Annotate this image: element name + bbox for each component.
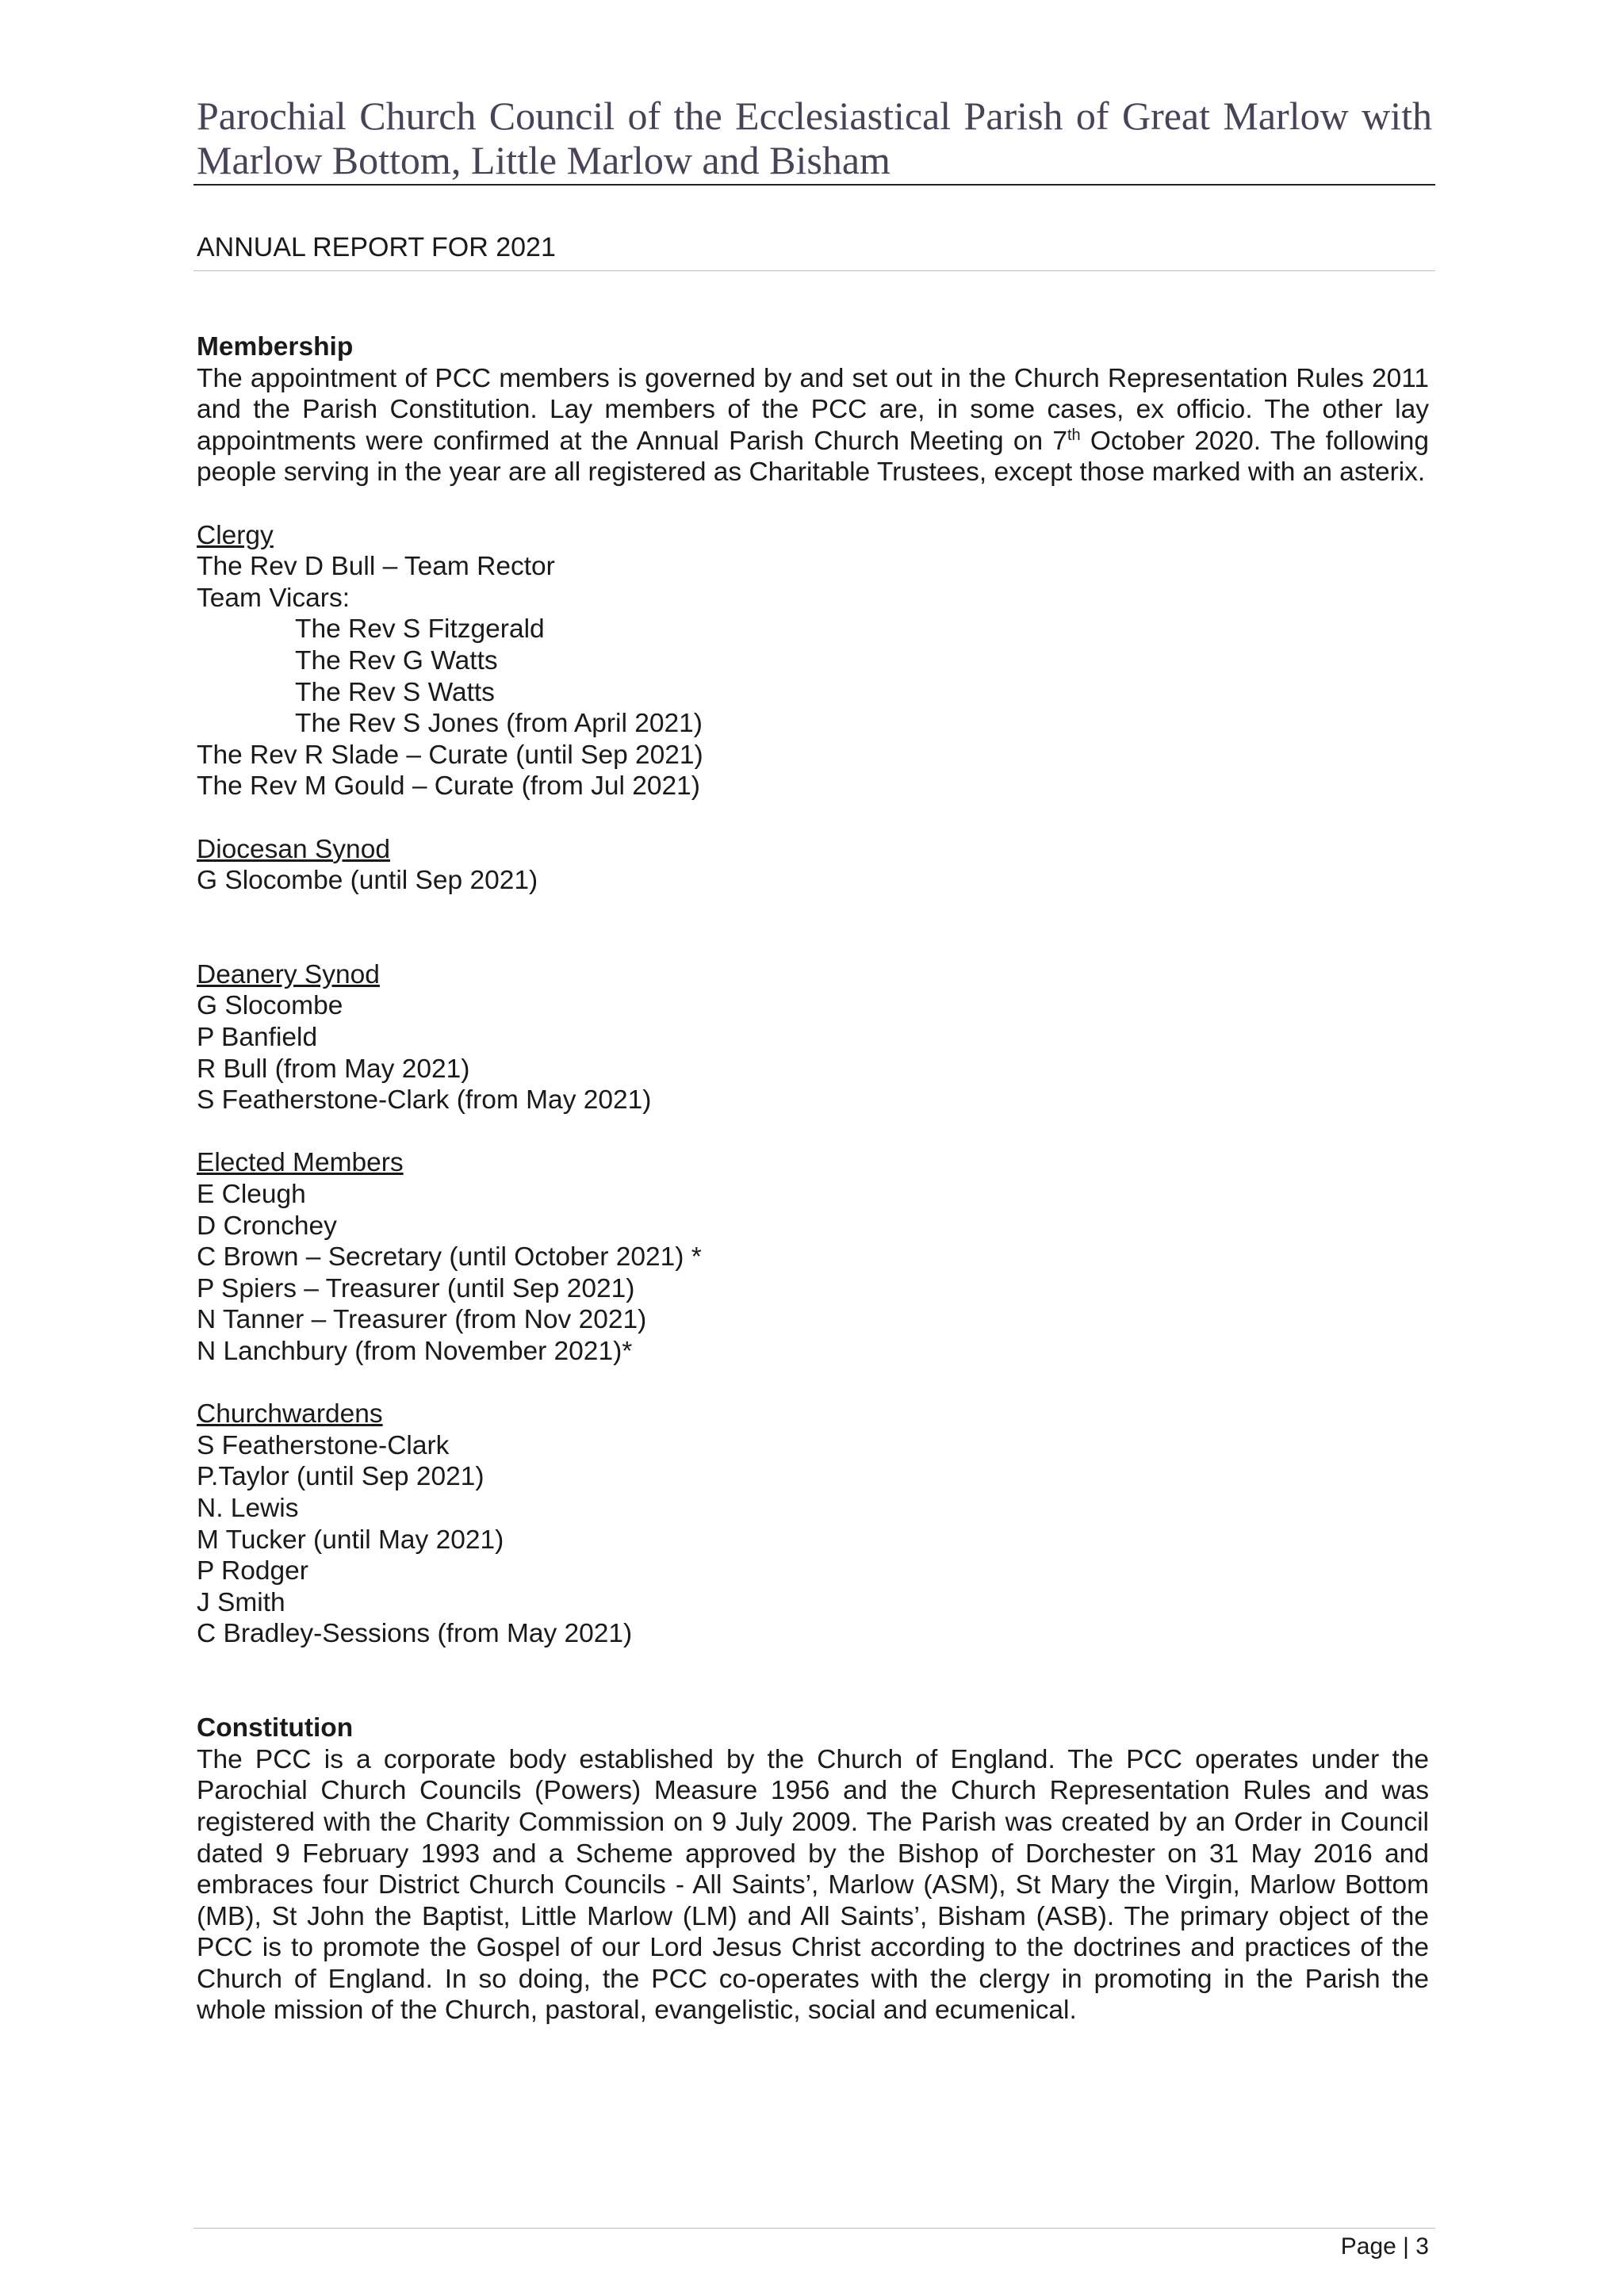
churchwarden: N. Lewis [197,1493,299,1523]
elected-member: P Spiers – Treasurer (until Sep 2021) [197,1273,635,1303]
ordinal-suffix: th [1067,426,1081,444]
team-vicar-item: The Rev S Jones (from April 2021) [295,709,703,739]
churchwarden: S Featherstone-Clark [197,1430,450,1460]
header-title: Parochial Church Council of the Ecclesiastical Parish of Great Marlow with Marlow Bottom, Little Marlow and Bisham [197,94,1432,182]
report-body [197,331,1429,2026]
churchwarden: P.Taylor (until Sep 2021) [197,1462,485,1492]
deanery-synod-heading: Deanery Synod [197,959,380,989]
constitution-paragraph: The PCC is a corporate body established by the Church of England. The PCC operates under the Parochial Church Councils (Powers) Measure 1956 and the Church Representation Rules and was registered with the Charity Commission on 9 July 2009. The Parish was created by an Order in Council dated 9 February 1993 and a Scheme approved by the Bishop of Dorchester on 31 May 2016 and embraces four District Church Councils - All Saints’, Marlow (ASM), St Mary the Virgin, Marlow Bottom (MB), St John the Baptist, Little Marlow (LM) and All Saints’, Bisham (ASB). The primary object of the PCC is to promote the Gospel of our Lord Jesus Christ according to the doctrines and practices of the Church of England. In so doing, the PCC co-operates with the clergy in promoting in the Parish the whole mission of the Church, pastoral, evangelistic, social and ecumenical. [197,1744,1429,2026]
membership-text-part1: The appointment of PCC members is governed by and set out in the Church Representation Rules 2011 and the Parish Constitution. Lay members of the PCC are, in some cases, ex officio. The other lay appointments were confirmed at the Annual Parish Church Meeting on 7 [197,363,1429,456]
team-rector: The Rev D Bull – Team Rector [197,552,555,582]
membership-paragraph [197,363,1429,488]
footer-divider [193,2228,1435,2229]
team-vicars-label: Team Vicars: [197,583,350,613]
clergy-heading: Clergy [197,520,274,550]
deanery-synod-member: S Featherstone-Clark (from May 2021) [197,1085,652,1115]
diocesan-synod-member: G Slocombe (until Sep 2021) [197,866,538,896]
report-title: ANNUAL REPORT FOR 2021 [197,232,556,262]
constitution-heading: Constitution [197,1713,354,1743]
elected-member: C Brown – Secretary (until October 2021) * [197,1242,702,1272]
churchwarden: M Tucker (until May 2021) [197,1525,504,1555]
membership-text-part2: October 2020. The following people serving in the year are all registered as Charitable Trustees, except those marked with an asterix. [197,426,1429,488]
team-vicar-item: The Rev S Fitzgerald [295,614,545,645]
elected-member: D Cronchey [197,1211,337,1241]
deanery-synod-member: R Bull (from May 2021) [197,1054,470,1084]
elected-member: E Cleugh [197,1180,306,1210]
churchwarden: P Rodger [197,1556,308,1586]
deanery-synod-member: P Banfield [197,1023,318,1053]
churchwardens-heading: Churchwardens [197,1399,383,1429]
header-divider [193,184,1435,186]
diocesan-synod-heading: Diocesan Synod [197,834,390,864]
churchwarden: J Smith [197,1587,285,1617]
report-title-divider [193,270,1435,271]
curate-item: The Rev R Slade – Curate (until Sep 2021) [197,740,703,770]
team-vicar-item: The Rev G Watts [295,645,498,675]
elected-member: N Tanner – Treasurer (from Nov 2021) [197,1305,647,1335]
membership-heading: Membership [197,332,354,362]
churchwarden: C Bradley-Sessions (from May 2021) [197,1619,633,1649]
elected-members-heading: Elected Members [197,1148,404,1178]
page-number: Page | 3 [1340,2233,1429,2260]
curate-item: The Rev M Gould – Curate (from Jul 2021) [197,771,700,802]
elected-member: N Lanchbury (from November 2021)* [197,1337,633,1366]
team-vicar-item: The Rev S Watts [295,677,495,707]
deanery-synod-member: G Slocombe [197,991,343,1021]
